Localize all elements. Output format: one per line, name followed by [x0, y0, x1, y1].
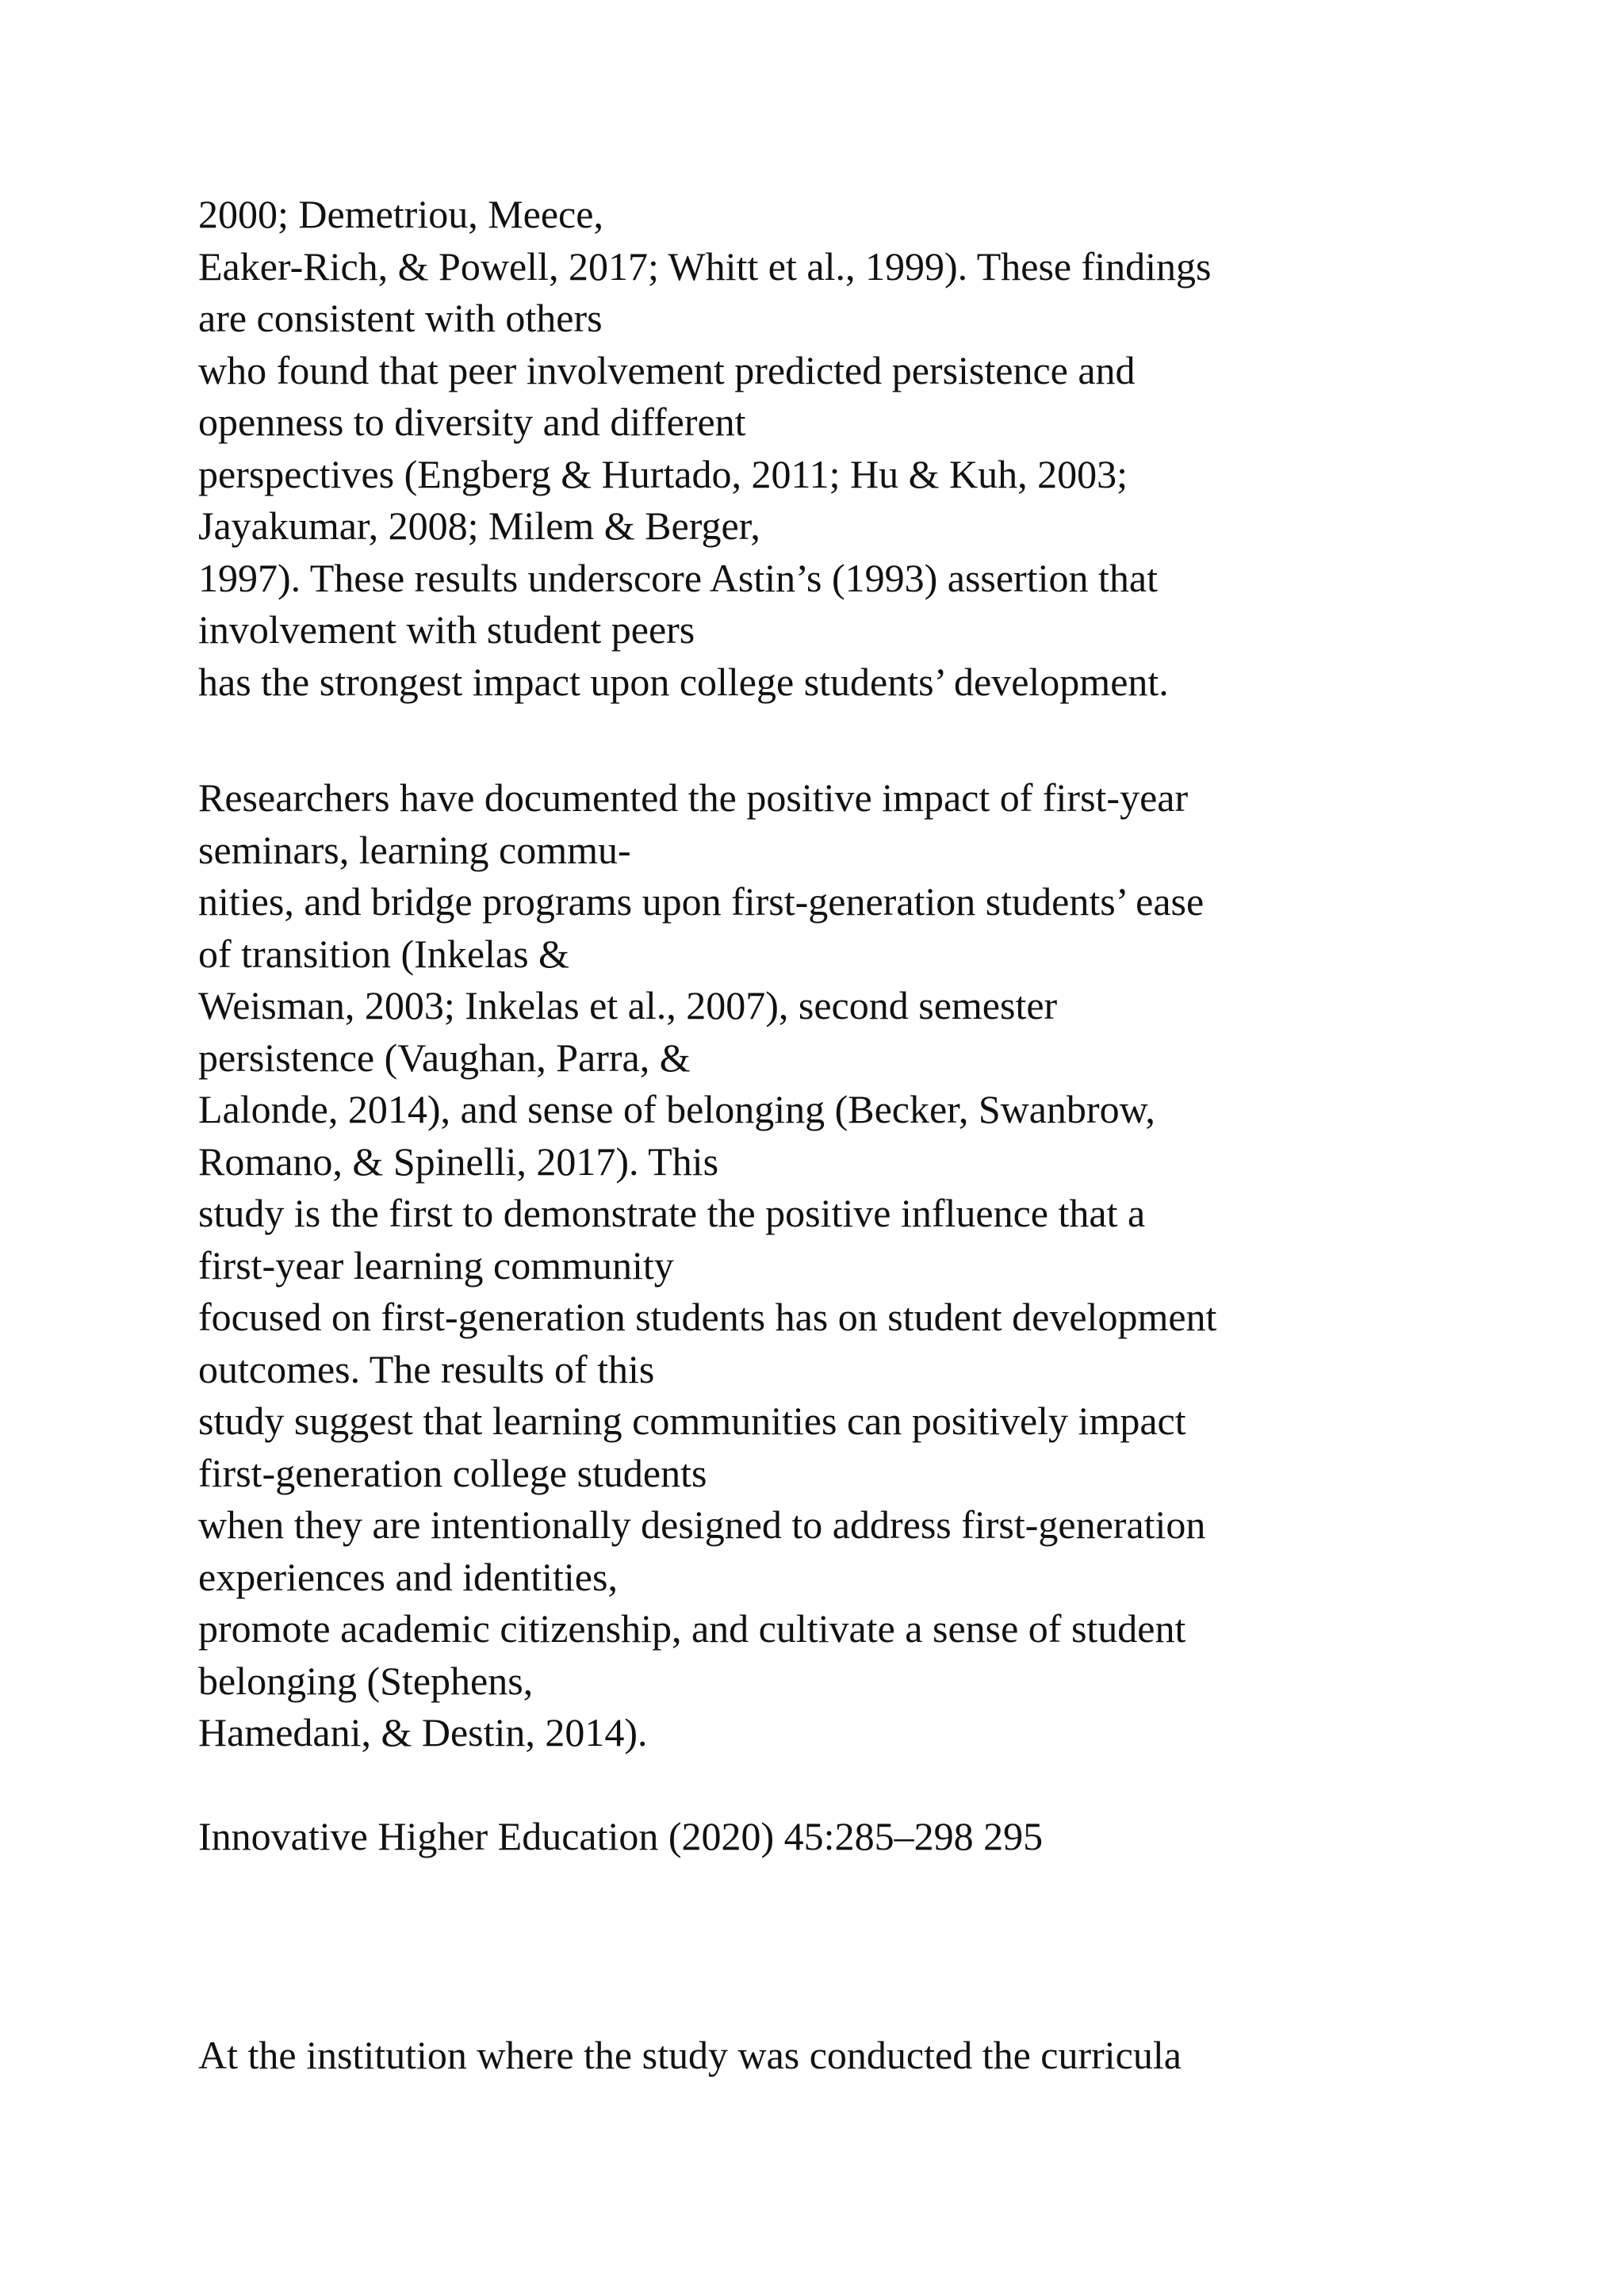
text-line: who found that peer involvement predicted persistence and: [198, 347, 1136, 392]
text-line: study is the first to demonstrate the positive influence that a: [198, 1191, 1146, 1235]
text-line: 2000; Demetriou, Meece,: [198, 192, 603, 236]
paragraph-peer-involvement: [198, 189, 1546, 708]
text-line: has the strongest impact upon college students’ development.: [198, 659, 1169, 704]
running-footer: [198, 1811, 1546, 1863]
text-line: nities, and bridge programs upon first-generation students’ ease: [198, 879, 1205, 924]
text-line: 1997). These results underscore Astin’s (1993) assertion that: [198, 555, 1158, 600]
text-line: study suggest that learning communities can positively impact: [198, 1399, 1186, 1443]
text-line: Romano, & Spinelli, 2017). This: [198, 1138, 719, 1184]
text-line: first-generation college students: [198, 1450, 707, 1495]
text-line: Researchers have documented the positive impact of first-year: [198, 775, 1189, 820]
paragraph-researchers: [198, 772, 1546, 1759]
text-line: promote academic citizenship, and cultivate a sense of student: [198, 1606, 1186, 1651]
text-line: openness to diversity and different: [198, 400, 746, 444]
text-line: of transition (Inkelas &: [198, 931, 569, 976]
text-line: focused on first-generation students has on student development: [198, 1295, 1217, 1339]
text-line: perspectives (Engberg & Hurtado, 2011; Hu & Kuh, 2003;: [198, 451, 1128, 496]
text-line: when they are intentionally designed to address first-generation: [198, 1502, 1206, 1547]
text-line: are consistent with others: [198, 296, 603, 340]
text-line: persistence (Vaughan, Parra, &: [198, 1035, 691, 1080]
text-line: Eaker-Rich, & Powell, 2017; Whitt et al., 1999). These findings: [198, 243, 1212, 289]
text-line: outcomes. The results of this: [198, 1346, 655, 1391]
text-line: At the institution where the study was conducted the curricula: [198, 2033, 1182, 2077]
text-line: Jayakumar, 2008; Milem & Berger,: [198, 503, 760, 548]
text-line: first-year learning community: [198, 1242, 674, 1288]
text-line: Weisman, 2003; Inkelas et al., 2007), second semester: [198, 983, 1058, 1027]
text-line: involvement with student peers: [198, 607, 695, 652]
paragraph-institution: [198, 2030, 1546, 2082]
text-line: Hamedani, & Destin, 2014).: [198, 1710, 648, 1755]
text-line: belonging (Stephens,: [198, 1658, 534, 1703]
text-line: experiences and identities,: [198, 1554, 618, 1599]
footer-citation: Innovative Higher Education (2020) 45:285–298 295: [198, 1814, 1044, 1858]
text-line: Lalonde, 2014), and sense of belonging (Becker, Swanbrow,: [198, 1087, 1155, 1131]
text-line: seminars, learning commu-: [198, 827, 631, 872]
